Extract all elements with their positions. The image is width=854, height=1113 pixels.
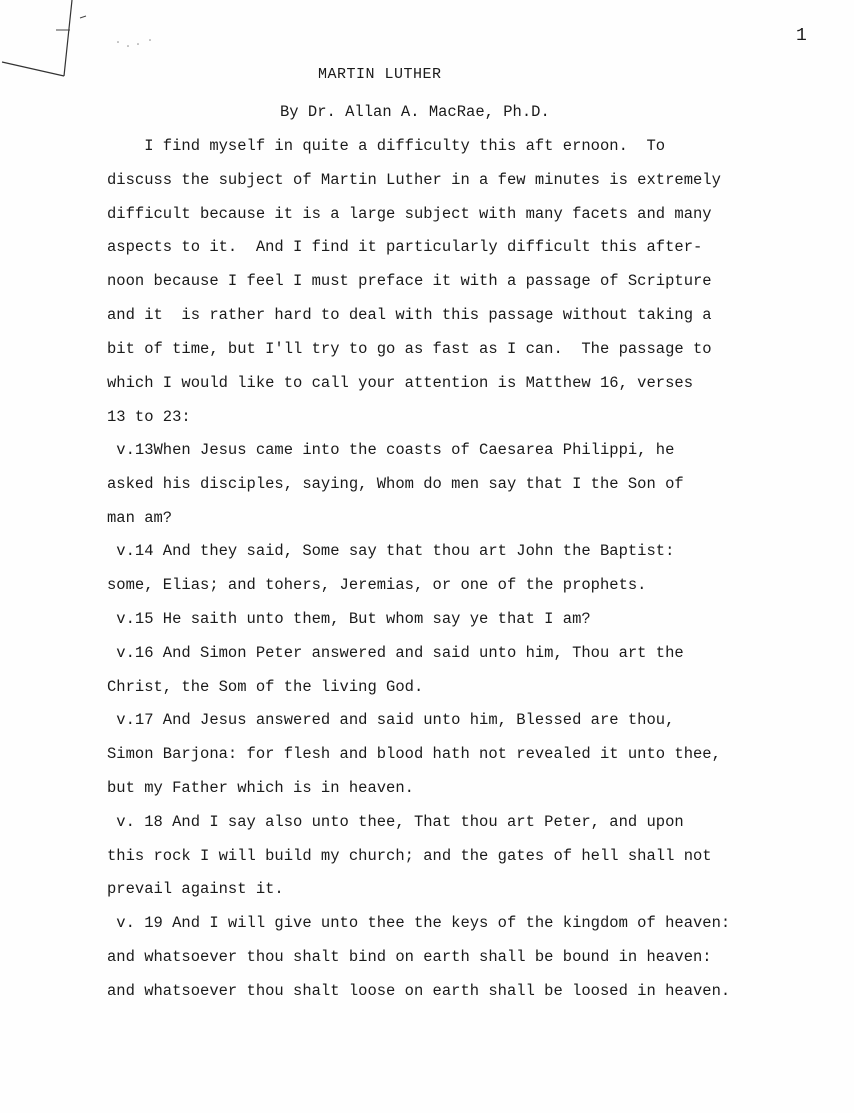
text-line: but my Father which is in heaven. xyxy=(107,779,414,797)
text-line: and whatsoever thou shalt bind on earth shall be bound in heaven: xyxy=(107,948,712,966)
text-line: prevail against it. xyxy=(107,880,284,898)
text-line: 13 to 23: xyxy=(107,408,191,426)
text-line: aspects to it. And I find it particularly difficult this after- xyxy=(107,238,703,256)
text-line: this rock I will build my church; and the gates of hell shall not xyxy=(107,847,712,865)
text-line: Simon Barjona: for flesh and blood hath not revealed it unto thee, xyxy=(107,745,721,763)
page-number: 1 xyxy=(796,26,807,46)
text-line: and it is rather hard to deal with this passage without taking a xyxy=(107,306,712,324)
text-line: v.14 And they said, Some say that thou art John the Baptist: xyxy=(107,542,675,560)
corner-scratch-mark xyxy=(0,0,180,90)
document-title: MARTIN LUTHER xyxy=(318,66,442,83)
author-byline: By Dr. Allan A. MacRae, Ph.D. xyxy=(280,103,550,121)
text-line: v. 18 And I say also unto thee, That thou art Peter, and upon xyxy=(107,813,684,831)
text-line: which I would like to call your attention is Matthew 16, verses xyxy=(107,374,693,392)
text-line: bit of time, but I'll try to go as fast as I can. The passage to xyxy=(107,340,712,358)
text-line: asked his disciples, saying, Whom do men say that I the Son of xyxy=(107,475,684,493)
text-line: man am? xyxy=(107,509,173,527)
text-line: v.17 And Jesus answered and said unto him, Blessed are thou, xyxy=(107,711,675,729)
text-line: noon because I feel I must preface it with a passage of Scripture xyxy=(107,272,712,290)
text-line: v. 19 And I will give unto thee the keys of the kingdom of heaven: xyxy=(107,914,731,932)
text-line: v.16 And Simon Peter answered and said unto him, Thou art the xyxy=(107,644,684,662)
text-line: Christ, the Som of the living God. xyxy=(107,678,424,696)
text-line: some, Elias; and tohers, Jeremias, or one of the prophets. xyxy=(107,576,647,594)
text-line: difficult because it is a large subject with many facets and many xyxy=(107,205,712,223)
text-line: and whatsoever thou shalt loose on earth shall be loosed in heaven. xyxy=(107,982,731,1000)
text-line: v.15 He saith unto them, But whom say ye that I am? xyxy=(107,610,591,628)
text-line: discuss the subject of Martin Luther in a few minutes is extremely xyxy=(107,171,721,189)
text-line: v.13When Jesus came into the coasts of Caesarea Philippi, he xyxy=(107,441,675,459)
text-line: I find myself in quite a difficulty this aft ernoon. To xyxy=(107,137,666,155)
